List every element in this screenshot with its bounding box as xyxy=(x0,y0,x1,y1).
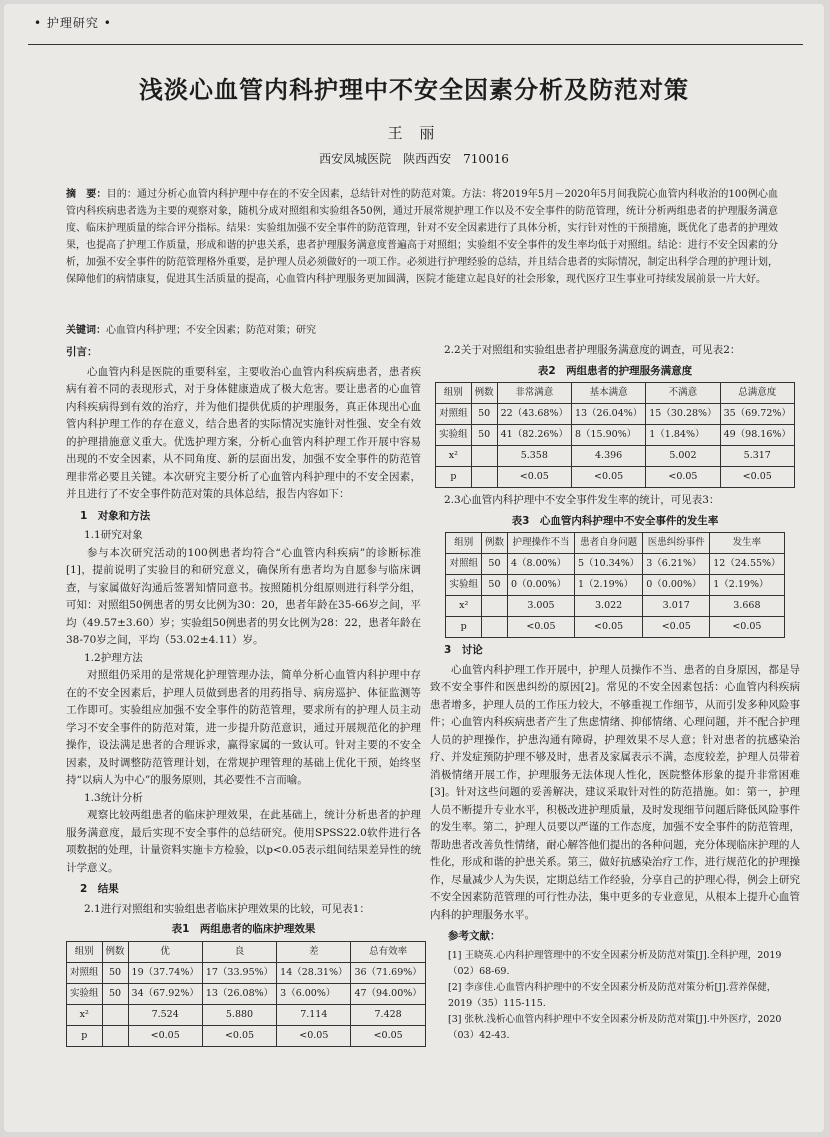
table-cell: 8（15.90%） xyxy=(571,425,645,446)
table-cell: 50 xyxy=(481,554,507,575)
table-row xyxy=(67,1025,426,1046)
table-cell: 4.396 xyxy=(571,446,645,467)
table-cell: 13（26.04%） xyxy=(571,404,645,425)
table-cell: x² xyxy=(446,596,482,617)
section-1-2-paragraph: 对照组仍采用的是常规化护理管理办法，简单分析心血管内科护理中存在的不安全因素后，护理人员做到患者的用药指导、病房巡护、体征监测等工作即可。实验组应加强不安全事件的防范管理，要求所有的护理人员主动学习不安全事件的防范对策，进一步提升防范意识，通过开展规范化的护理操作，设法满足患者的合理诉求，赢得家属的一致认可。针对主要的不安全因素，及时调整防范管理计划，在常规护理管理的基础上优化干预，始终坚持“以病人为中心”的服务原则，其必要性不言而喻。 xyxy=(66,669,421,786)
intro-heading: 引言： xyxy=(66,346,98,358)
table-cell: 50 xyxy=(481,575,507,596)
table-cell: 7.428 xyxy=(351,1004,425,1025)
keywords-label: 关键词： xyxy=(66,325,106,336)
table-cell: 5（10.34%） xyxy=(574,554,642,575)
journal-page xyxy=(4,4,824,1132)
table-cell: 7.524 xyxy=(128,1004,202,1025)
table-header-cell: 非常满意 xyxy=(497,383,571,404)
table-cell: 3.022 xyxy=(574,596,642,617)
table-cell: <0.05 xyxy=(351,1025,425,1046)
table-header-cell: 组别 xyxy=(67,941,103,962)
table-cell: <0.05 xyxy=(507,617,574,638)
table-cell: 41（82.26%） xyxy=(497,425,571,446)
table-cell xyxy=(471,467,497,488)
table-row xyxy=(446,617,784,638)
author-name: 王 丽 xyxy=(387,124,441,142)
reference-item: [3] 张秋.浅析心血管内科护理中不安全因素分析及防范对策[J].中外医疗，2020（03）42-43. xyxy=(448,1013,782,1041)
table-cell: 14（28.31%） xyxy=(277,962,351,983)
table-cell: x² xyxy=(67,1004,103,1025)
table-cell: 1（1.84%） xyxy=(646,425,720,446)
table-cell: 47（94.00%） xyxy=(351,983,425,1004)
table-row xyxy=(67,962,426,983)
table-header-cell: 组别 xyxy=(446,533,482,554)
table-cell: 3.017 xyxy=(643,596,710,617)
table-cell: 3（6.00%） xyxy=(277,983,351,1004)
keywords xyxy=(66,321,778,336)
table-cell: 5.002 xyxy=(646,446,720,467)
table-3-caption: 表3 心血管内科护理中不安全事件的发生率 xyxy=(511,514,719,527)
table-cell: 实验组 xyxy=(446,575,482,596)
table-cell: p xyxy=(436,467,472,488)
references-heading: 参考文献： xyxy=(448,930,501,942)
table-cell: <0.05 xyxy=(571,467,645,488)
table-header-cell: 差 xyxy=(277,941,351,962)
table-cell: <0.05 xyxy=(574,617,642,638)
intro-paragraph: 心血管内科是医院的重要科室，主要收治心血管内科疾病患者，患者疾病有着不同的表现形式，对于身体健康造成了极大危害。要让患者的心血管内科疾病得到有效的治疗，并为他们提供优质的护理服务，真正体现出心血管内科护理工作的存在意义，结合患者的实际情况实施针对性强、安全有效的护理措施意义重大。优选护理方案，分析心血管内科护理工作开展中容易出现的不安全因素，从不同角度、新的层面出发，加强不安全事件的防范管理非常必要且关键。本次研究主要分析了心血管内科护理中的不安全因素，并且进行了不安全事件防范对策的具体总结，报告内容如下： xyxy=(66,365,421,500)
header-rule xyxy=(28,44,803,45)
table-2 xyxy=(435,382,795,488)
table-cell: 50 xyxy=(102,983,128,1004)
table-row xyxy=(67,983,426,1004)
table-header-cell: 优 xyxy=(128,941,202,962)
table-cell: 5.358 xyxy=(497,446,571,467)
table-cell: 3（6.21%） xyxy=(643,554,710,575)
right-column xyxy=(430,342,800,1044)
table-cell: 12（24.55%） xyxy=(710,554,784,575)
table-row xyxy=(446,596,784,617)
table-cell: <0.05 xyxy=(202,1025,276,1046)
table-header-cell: 医患纠纷事件 xyxy=(643,533,710,554)
table-header-cell: 基本满意 xyxy=(571,383,645,404)
table-cell: 22（43.68%） xyxy=(497,404,571,425)
table-cell: 35（69.72%） xyxy=(720,404,794,425)
table-row xyxy=(436,446,795,467)
table-cell: p xyxy=(446,617,482,638)
table-cell: p xyxy=(67,1025,103,1046)
left-column xyxy=(66,342,421,1047)
table-row xyxy=(436,425,795,446)
table-cell: 0（0.00%） xyxy=(643,575,710,596)
table-row xyxy=(446,575,784,596)
table-row xyxy=(436,404,795,425)
table-header-cell: 组别 xyxy=(436,383,472,404)
table-cell: 实验组 xyxy=(436,425,472,446)
table-cell xyxy=(102,1004,128,1025)
keywords-text: 心血管内科护理；不安全因素；防范对策；研究 xyxy=(106,325,316,336)
table-cell: <0.05 xyxy=(128,1025,202,1046)
table-header-cell: 总有效率 xyxy=(351,941,425,962)
table-cell: 19（37.74%） xyxy=(128,962,202,983)
affiliation: 西安凤城医院 陕西西安 710016 xyxy=(319,152,509,166)
table-cell: 50 xyxy=(471,404,497,425)
table-cell: 50 xyxy=(471,425,497,446)
table-cell xyxy=(102,1025,128,1046)
table-cell xyxy=(481,596,507,617)
table-header-cell: 不满意 xyxy=(646,383,720,404)
section-2-2-heading: 2.2关于对照组和实验组患者护理服务满意度的调查，可见表2： xyxy=(444,344,741,356)
table-cell: <0.05 xyxy=(643,617,710,638)
section-3-heading: 3 讨论 xyxy=(444,644,483,656)
article-title: 浅淡心血管内科护理中不安全因素分析及防范对策 xyxy=(139,76,689,104)
abstract-label: 摘 要： xyxy=(66,189,107,200)
table-2-caption: 表2 两组患者的护理服务满意度 xyxy=(537,364,693,377)
table-header-row xyxy=(67,941,426,962)
section-1-3-paragraph: 观察比较两组患者的临床护理效果，在此基础上，统计分析患者的护理服务满意度，最后实现不安全事件的总结研究。使用SPSS22.0软件进行各项数据的处理，计量资料实施卡方检验，以p<0.05表示组间结果差异性的统计学意义。 xyxy=(66,809,421,874)
section-1-2-heading: 1.2护理方法 xyxy=(84,651,143,664)
table-cell: <0.05 xyxy=(497,467,571,488)
table-header-cell: 例数 xyxy=(102,941,128,962)
table-header-cell: 总满意度 xyxy=(720,383,794,404)
table-1 xyxy=(66,941,426,1047)
table-cell: <0.05 xyxy=(720,467,794,488)
table-cell xyxy=(481,617,507,638)
table-cell: 5.317 xyxy=(720,446,794,467)
section-header: • 护理研究 • xyxy=(34,16,112,30)
section-1-1-heading: 1.1研究对象 xyxy=(84,529,143,541)
table-cell: 5.880 xyxy=(202,1004,276,1025)
table-cell: 3.668 xyxy=(710,596,784,617)
discussion-paragraph: 心血管内科护理工作开展中，护理人员操作不当、患者的自身原因，都是导致不安全事件和医患纠纷的原因[2]。常见的不安全因素包括：心血管内科疾病患者增多，护理人员的工作压力较大，不够重视工作细节，从而引发多种风险事件；心血管内科疾病患者产生了焦虑情绪、抑郁情绪、心理问题，并不配合护理人员的护理操作，护患沟通有障碍，护理效果不尽人意；针对患者的抗感染治疗、并发症预防护理不够及时，患者及家属表示不满，态度较差，护理人员带着消极情绪开展工作，护理服务无法体现人性化，医院整体形象的提升非常困难[3]。针对这些问题的妥善解决，建议采取针对性的防范措施。如：第一，护理人员不断提升专业水平，积极改进护理质量，及时发现细节问题后降低风险事件的发生率。第二，护理人员要以严谨的工作态度，加强不安全事件的防范管理，帮助患者改善负性情绪，耐心解答他们提出的各种问题，充分体现临床护理的人性化，形成和谐的护患关系。第三，做好抗感染治疗工作，进行规范化的护理操作，尽量减少人为失误，定期总结工作经验，分享自己的护理心得，例会上研究不安全因素防范管理的可行性办法，集中更多的专业意见，从根本上提升心血管内科的护理服务水平。 xyxy=(430,663,800,921)
table-cell: 15（30.28%） xyxy=(646,404,720,425)
table-cell: 1（2.19%） xyxy=(710,575,784,596)
table-cell: 49（98.16%） xyxy=(720,425,794,446)
section-1-3-heading: 1.3统计分析 xyxy=(84,791,143,804)
table-header-cell: 例数 xyxy=(481,533,507,554)
table-cell: <0.05 xyxy=(646,467,720,488)
table-header-cell: 患者自身问题 xyxy=(574,533,642,554)
table-header-cell: 良 xyxy=(202,941,276,962)
table-cell: 实验组 xyxy=(67,983,103,1004)
section-2-1-heading: 2.1进行对照组和实验组患者临床护理效果的比较，可见表1： xyxy=(84,902,370,915)
section-2-3-heading: 2.3心血管内科护理中不安全事件发生率的统计，可见表3： xyxy=(444,494,720,506)
table-cell: 17（33.95%） xyxy=(202,962,276,983)
table-cell: <0.05 xyxy=(710,617,784,638)
table-cell: 36（71.69%） xyxy=(351,962,425,983)
table-row xyxy=(436,467,795,488)
section-1-heading: 1 对象和方法 xyxy=(80,509,151,522)
table-header-cell: 例数 xyxy=(471,383,497,404)
reference-item: [1] 王晓英.心内科护理管理中的不安全因素分析及防范对策[J].全科护理，2019（02）68-69. xyxy=(448,949,782,977)
table-header-row xyxy=(436,383,795,404)
table-cell: 13（26.08%） xyxy=(202,983,276,1004)
table-header-cell: 护理操作不当 xyxy=(507,533,574,554)
section-2-heading: 2 结果 xyxy=(80,883,119,895)
reference-item: [2] 李彦佳.心血管内科护理中的不安全因素分析及防范对策分析[J].营养保健，2019（35）115-115. xyxy=(448,981,777,1009)
table-header-cell: 发生率 xyxy=(710,533,784,554)
abstract-text: 目的：通过分析心血管内科护理中存在的不安全因素，总结针对性的防范对策。方法：将2019年5月－2020年5月间我院心血管内科收治的100例心血管内科疾病患者选为主要的观察对象，随机分成对照组和实验组各50例，通过开展常规护理工作以及不安全事件的防范管理，统计分析两组患者的护理服务满意度、临床护理质量的综合评分指标。结果：实验组加强不安全事件的防范管理，针对不安全因素进行了具体分析，实行针对性的干预措施，既优化了患者的护理效果，也提高了护理工作质量，形成和谐的护患关系，患者护理服务满意度普遍高于对照组；实验组不安全事件的发生率均低于对照组。结论：进行不安全因素的分析，加强不安全事件的防范管理格外重要，是护理人员必须做好的一项工作。必须进行护理经验的总结，并且结合患者的实际情况，制定出科学合理的护理计划，保障他们的病情康复，促进其生活质量的提高，心血管内科护理服务更加圆满，医院才能建立起良好的社会形象，现代医疗卫生事业可持续发展前景一片大好。 xyxy=(66,189,778,285)
table-header-row xyxy=(446,533,784,554)
table-cell xyxy=(471,446,497,467)
table-cell: 对照组 xyxy=(446,554,482,575)
table-cell: 对照组 xyxy=(436,404,472,425)
table-cell: 4（8.00%） xyxy=(507,554,574,575)
table-cell: 0（0.00%） xyxy=(507,575,574,596)
table-cell: 1（2.19%） xyxy=(574,575,642,596)
table-cell: 34（67.92%） xyxy=(128,983,202,1004)
table-cell: 50 xyxy=(102,962,128,983)
table-3 xyxy=(445,532,784,638)
table-cell: 7.114 xyxy=(277,1004,351,1025)
table-cell: 3.005 xyxy=(507,596,574,617)
table-cell: x² xyxy=(436,446,472,467)
table-row xyxy=(67,1004,426,1025)
table-cell: 对照组 xyxy=(67,962,103,983)
abstract xyxy=(66,186,778,288)
table-1-caption: 表1 两组患者的临床护理效果 xyxy=(171,923,316,935)
table-cell: <0.05 xyxy=(277,1025,351,1046)
table-row xyxy=(446,554,784,575)
section-1-1-paragraph: 参与本次研究活动的100例患者均符合“心血管内科疾病”的诊断标准[1]，提前说明了实验目的和研究意义，确保所有患者均为自愿参与临床调查，与家属做好沟通后签署知情同意书。按照随机分组原则进行科学分组，可知：对照组50例患者的男女比例为30：20，患者年龄在35-66岁之间，平均（49.57±3.60）岁；实验组50例患者的男女比例为28：22，患者年龄在38-70岁之间，平均（53.02±4.11）岁。 xyxy=(66,546,421,646)
